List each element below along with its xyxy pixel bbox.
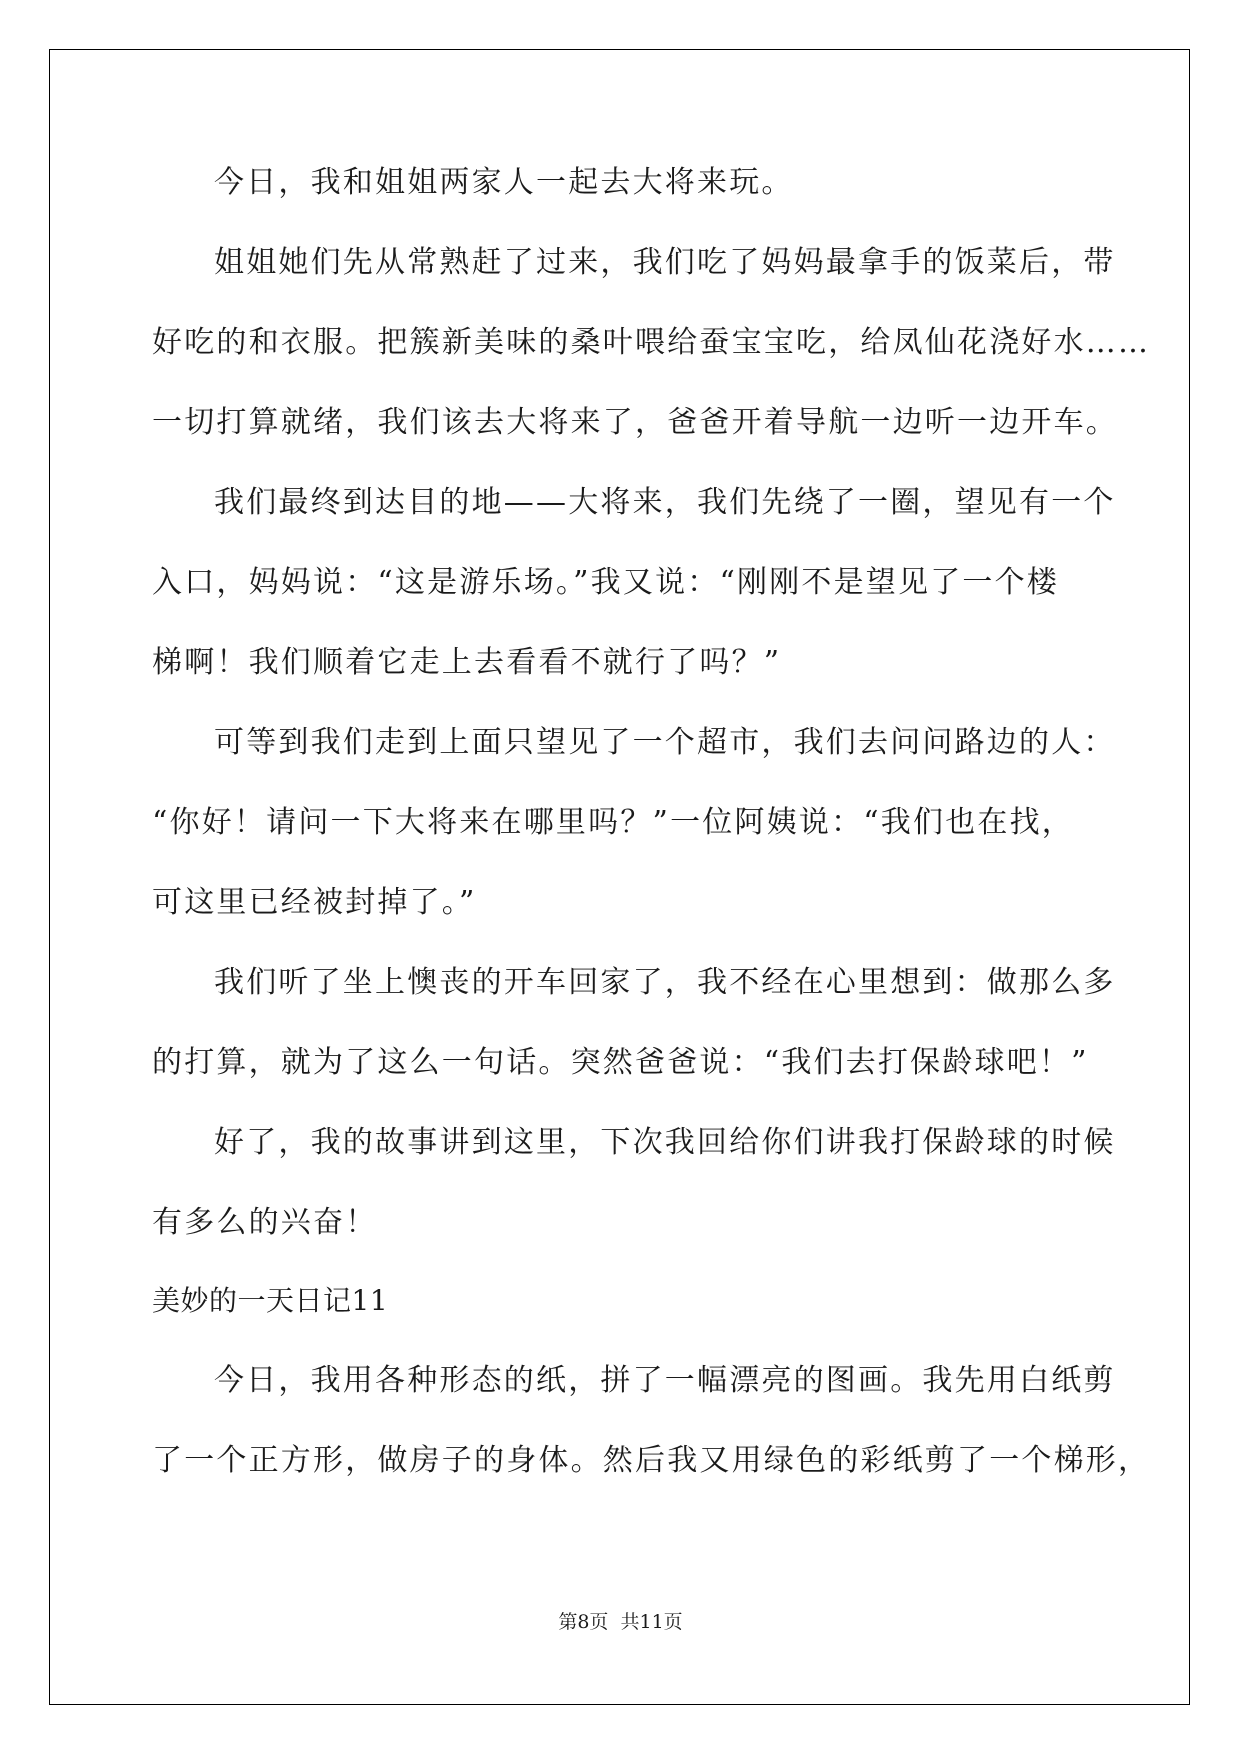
paragraph-line: 可这里已经被封掉了。”	[152, 885, 477, 920]
page-number: 第8页 共11页	[558, 1611, 683, 1633]
paragraph-line: 好了，我的故事讲到这里，下次我回给你们讲我打保龄球的时候	[214, 1125, 1116, 1160]
paragraph-line: 今日，我和姐姐两家人一起去大将来玩。	[214, 165, 794, 200]
paragraph-line: 入口，妈妈说：“这是游乐场。”我又说：“刚刚不是望见了一个楼	[152, 565, 1060, 600]
paragraph-line: 的打算，就为了这么一句话。突然爸爸说：“我们去打保龄球吧！”	[152, 1045, 1089, 1080]
paragraph-line: 我们最终到达目的地——大将来，我们先绕了一圈，望见有一个	[214, 485, 1116, 520]
paragraph-line: 一切打算就绪，我们该去大将来了，爸爸开着导航一边听一边开车。	[152, 405, 1118, 440]
paragraph-line: 好吃的和衣服。把簇新美味的桑叶喂给蚕宝宝吃，给凤仙花浇好水……	[152, 325, 1151, 360]
paragraph-line: 可等到我们走到上面只望见了一个超市，我们去问问路边的人：	[214, 725, 1116, 760]
paragraph-line: 梯啊！我们顺着它走上去看看不就行了吗？”	[152, 645, 782, 680]
paragraph-line: 我们听了坐上懊丧的开车回家了，我不经在心里想到：做那么多	[214, 965, 1116, 1000]
page-footer	[0, 1610, 1241, 1634]
paragraph-line: 有多么的兴奋！	[152, 1205, 378, 1240]
paragraph-line: 姐姐她们先从常熟赶了过来，我们吃了妈妈最拿手的饭菜后，带	[214, 245, 1116, 280]
paragraph-line: “你好！请问一下大将来在哪里吗？”一位阿姨说：“我们也在找，	[152, 805, 1075, 840]
paragraph-line: 今日，我用各种形态的纸，拼了一幅漂亮的图画。我先用白纸剪	[214, 1363, 1116, 1398]
section-heading: 美妙的一天日记11	[152, 1284, 389, 1317]
paragraph-line: 了一个正方形，做房子的身体。然后我又用绿色的彩纸剪了一个梯形，	[152, 1443, 1151, 1478]
